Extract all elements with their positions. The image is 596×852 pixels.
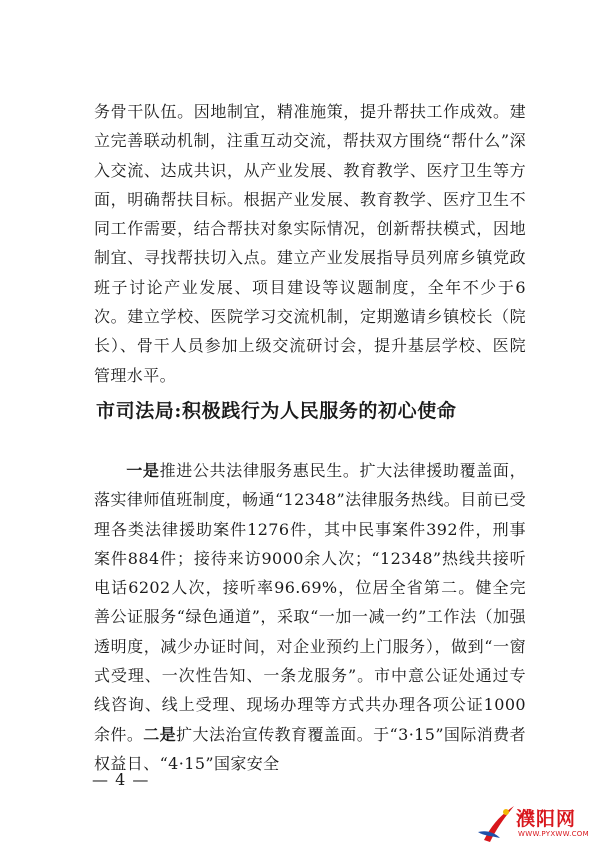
site-watermark-logo [476, 800, 594, 848]
lead-marker-2: 二是 [143, 724, 177, 744]
page-number: — 4 — [92, 770, 150, 789]
logo-url: WWW.PYXWW.COM [518, 830, 589, 838]
lead-marker-1: 一是 [126, 461, 160, 480]
body-paragraph-2 [94, 456, 526, 778]
paragraph-2-text-2: 扩大法治宣传教育覆盖面。于“3·15”国际消费者权益日、“4·15”国家安全 [94, 724, 526, 773]
paragraph-2-text-1: 推进公共法律服务惠民生。扩大法律援助覆盖面，落实律师值班制度，畅通“12348”法律服务热线。目前已受理各类法律援助案件1276件，其中民事案件392件，刑事案件884件；接待来访9000余人次；“12348”热线共接听电话6202人次，接听率96.69%，位居全省第二。健全完善公证服务“绿色通道”，采取“一加一减一约”工作法（加强透明度，减少办证时间，对企业预约上门服务），做到“一窗式受理、一次性告知、一条龙服务”。市中意公证处通过专线咨询、线上受理、现场办理等方式共办理各项公证1000余件。 [94, 461, 526, 744]
section-heading: 市司法局:积极践行为人民服务的初心使命 [96, 400, 457, 422]
logo-title: 濮阳网 [516, 808, 577, 830]
body-paragraph-1: 务骨干队伍。因地制宜，精准施策，提升帮扶工作成效。建立完善联动机制，注重互动交流，帮扶双方围绕“帮什么”深入交流、达成共识，从产业发展、教育教学、医疗卫生等方面，明确帮扶目标。根据产业发展、教育教学、医疗卫生不同工作需要，结合帮扶对象实际情况，创新帮扶模式，因地制宜、寻找帮扶切入点。建立产业发展指导员列席乡镇党政班子讨论产业发展、项目建设等议题制度，全年不少于6次。建立学校、医院学习交流机制，定期邀请乡镇校长（院长）、骨干人员参加上级交流研讨会，提升基层学校、医院管理水平。 [94, 102, 526, 385]
swoosh-logo-icon [476, 802, 516, 846]
